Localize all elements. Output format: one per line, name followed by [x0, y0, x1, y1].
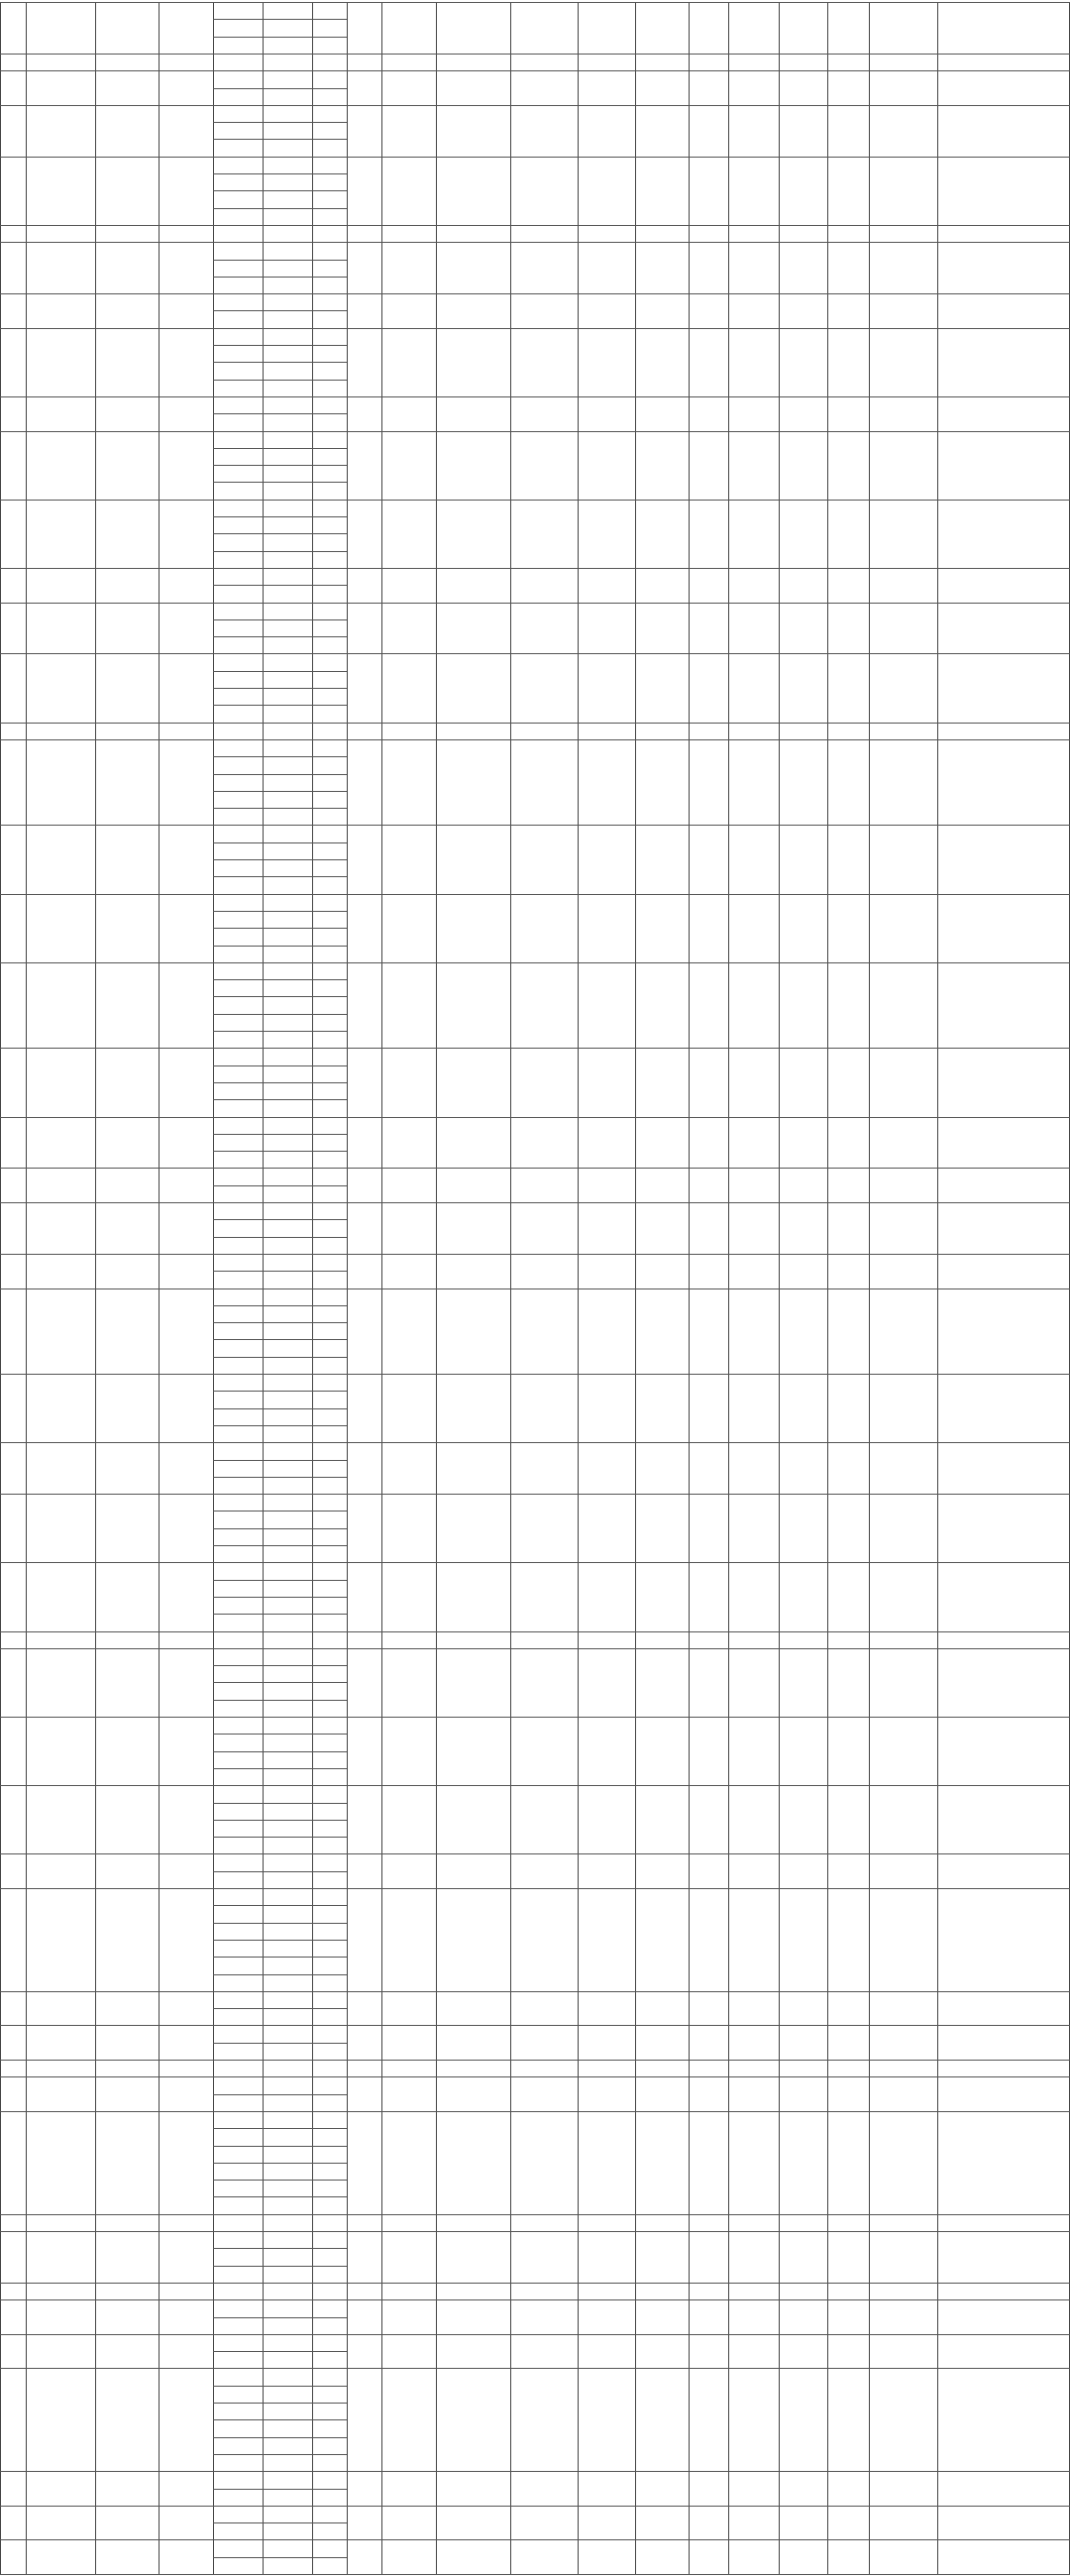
grid-line-horizontal — [0, 2231, 1070, 2232]
grid-line-horizontal — [213, 859, 347, 860]
grid-line-horizontal — [0, 568, 1070, 569]
grid-line-horizontal — [213, 2419, 347, 2420]
grid-line-horizontal — [213, 2522, 347, 2523]
grid-line-horizontal — [213, 2008, 347, 2009]
grid-line-horizontal — [213, 2351, 347, 2352]
grid-line-horizontal — [0, 242, 1070, 243]
grid-line-horizontal — [213, 1837, 347, 1838]
grid-line-horizontal — [0, 2111, 1070, 2112]
grid-line-horizontal — [213, 1031, 347, 1032]
grid-line-horizontal — [213, 774, 347, 775]
grid-line-horizontal — [0, 2334, 1070, 2335]
grid-line-horizontal — [213, 2248, 347, 2249]
grid-line-horizontal — [213, 1425, 347, 1426]
grid-line-horizontal — [213, 1614, 347, 1615]
grid-line-horizontal — [213, 979, 347, 980]
grid-line-horizontal — [0, 157, 1070, 158]
grid-line-horizontal — [0, 2299, 1070, 2300]
grid-line-horizontal — [213, 173, 347, 174]
grid-line-horizontal — [213, 1271, 347, 1272]
grid-line-horizontal — [213, 2196, 347, 2197]
grid-line-horizontal — [0, 2471, 1070, 2472]
grid-line-horizontal — [213, 19, 347, 20]
grid-line-horizontal — [0, 1494, 1070, 1495]
grid-line-horizontal — [213, 1408, 347, 1409]
grid-line-horizontal — [0, 328, 1070, 329]
grid-line-horizontal — [213, 2489, 347, 2490]
grid-line-horizontal — [0, 1288, 1070, 1289]
grid-line-horizontal — [0, 1888, 1070, 1889]
grid-line-horizontal — [213, 551, 347, 552]
grid-line-horizontal — [0, 2368, 1070, 2369]
grid-line-horizontal — [213, 1957, 347, 1958]
grid-line-horizontal — [213, 928, 347, 929]
grid-line-horizontal — [213, 1871, 347, 1872]
grid-line-horizontal — [213, 756, 347, 757]
grid-line-horizontal — [213, 1237, 347, 1238]
grid-line-horizontal — [213, 465, 347, 466]
grid-line-horizontal — [0, 54, 1070, 55]
grid-line-horizontal — [0, 1117, 1070, 1118]
grid-line-horizontal — [0, 653, 1070, 654]
grid-line-horizontal — [0, 225, 1070, 226]
grid-line-horizontal — [213, 2180, 347, 2181]
grid-line-horizontal — [0, 1202, 1070, 1203]
grid-line-horizontal — [213, 1751, 347, 1752]
grid-line-horizontal — [213, 946, 347, 947]
grid-line-horizontal — [213, 139, 347, 140]
grid-line-horizontal — [213, 448, 347, 449]
grid-line-horizontal — [213, 705, 347, 706]
grid-line-horizontal — [213, 1734, 347, 1735]
grid-line-horizontal — [213, 88, 347, 89]
grid-line-horizontal — [0, 2214, 1070, 2215]
grid-line-horizontal — [213, 362, 347, 363]
grid-line-horizontal — [213, 1940, 347, 1941]
grid-line-horizontal — [213, 1665, 347, 1666]
grid-line-horizontal — [213, 585, 347, 586]
grid-line-horizontal — [0, 1648, 1070, 1649]
grid-line-horizontal — [213, 1185, 347, 1186]
grid-line-horizontal — [213, 2163, 347, 2164]
grid-line-horizontal — [0, 70, 1070, 71]
grid-line-horizontal — [213, 533, 347, 534]
grid-line-horizontal — [213, 1923, 347, 1924]
grid-line-horizontal — [0, 1254, 1070, 1255]
grid-line-horizontal — [213, 619, 347, 620]
grid-line-horizontal — [213, 516, 347, 517]
grid-line-horizontal — [0, 1168, 1070, 1169]
grid-line-horizontal — [0, 2574, 1070, 2575]
grid-line-horizontal — [213, 671, 347, 672]
grid-line-horizontal — [213, 380, 347, 381]
grid-line-horizontal — [213, 1768, 347, 1769]
grid-line-horizontal — [213, 2557, 347, 2558]
grid-line-horizontal — [0, 1442, 1070, 1443]
grid-line-horizontal — [0, 1853, 1070, 1854]
grid-line-horizontal — [0, 293, 1070, 294]
grid-line-horizontal — [213, 2437, 347, 2438]
grid-line-horizontal — [213, 1477, 347, 1478]
grid-line-horizontal — [213, 1820, 347, 1821]
grid-line-horizontal — [213, 2317, 347, 2318]
grid-line-horizontal — [213, 1528, 347, 1529]
grid-line-horizontal — [213, 1905, 347, 1906]
grid-line-horizontal — [0, 105, 1070, 106]
grid-line-horizontal — [213, 1391, 347, 1392]
grid-line-horizontal — [213, 1545, 347, 1546]
grid-line-horizontal — [213, 1151, 347, 1152]
grid-line-horizontal — [0, 894, 1070, 895]
grid-line-horizontal — [213, 1099, 347, 1100]
grid-line-horizontal — [0, 2283, 1070, 2284]
grid-line-horizontal — [213, 1082, 347, 1083]
grid-line-horizontal — [0, 723, 1070, 724]
grid-line-horizontal — [213, 1322, 347, 1323]
grid-line-horizontal — [213, 1339, 347, 1340]
grid-line-horizontal — [213, 1460, 347, 1461]
grid-line-horizontal — [213, 636, 347, 637]
grid-line-horizontal — [213, 1597, 347, 1598]
grid-line-horizontal — [213, 260, 347, 261]
grid-line-horizontal — [213, 122, 347, 123]
grid-line-horizontal — [213, 2266, 347, 2267]
grid-line-horizontal — [213, 310, 347, 311]
grid-line-horizontal — [213, 1700, 347, 1701]
grid-line-horizontal — [213, 1305, 347, 1306]
grid-line-horizontal — [0, 500, 1070, 501]
grid-line-horizontal — [0, 962, 1070, 963]
grid-line-horizontal — [213, 911, 347, 912]
grid-line-horizontal — [213, 482, 347, 483]
grid-line-horizontal — [213, 190, 347, 191]
grid-line-horizontal — [0, 2, 1070, 3]
grid-line-horizontal — [0, 1048, 1070, 1049]
grid-line-horizontal — [213, 1682, 347, 1683]
grid-line-horizontal — [213, 996, 347, 997]
grid-line-horizontal — [213, 2146, 347, 2147]
grid-line-horizontal — [213, 1014, 347, 1015]
grid-line-horizontal — [213, 1065, 347, 1066]
grid-line-horizontal — [213, 2386, 347, 2387]
grid-line-horizontal — [0, 431, 1070, 432]
grid-line-horizontal — [0, 739, 1070, 740]
grid-line-horizontal — [0, 1785, 1070, 1786]
grid-line-horizontal — [213, 842, 347, 843]
grid-line-horizontal — [213, 791, 347, 792]
grid-line-horizontal — [0, 603, 1070, 604]
grid-line-horizontal — [0, 396, 1070, 397]
grid-line-horizontal — [0, 1991, 1070, 1992]
grid-line-horizontal — [0, 2076, 1070, 2077]
grid-line-horizontal — [0, 825, 1070, 826]
grid-line-horizontal — [213, 37, 347, 38]
grid-line-horizontal — [213, 1511, 347, 1512]
grid-line-horizontal — [0, 1631, 1070, 1632]
grid-line-horizontal — [213, 2094, 347, 2095]
grid-line-horizontal — [213, 1357, 347, 1358]
grid-line-horizontal — [213, 208, 347, 209]
grid-line-horizontal — [213, 1580, 347, 1581]
grid-line-horizontal — [213, 808, 347, 809]
grid-line-horizontal — [0, 2506, 1070, 2507]
grid-line-horizontal — [0, 1374, 1070, 1375]
grid-line-horizontal — [213, 1803, 347, 1804]
grid-line-horizontal — [213, 1134, 347, 1135]
grid-line-horizontal — [213, 345, 347, 346]
grid-line-horizontal — [213, 413, 347, 414]
grid-line-horizontal — [213, 2128, 347, 2129]
grid-line-horizontal — [213, 277, 347, 278]
grid-line-horizontal — [213, 2403, 347, 2404]
grid-line-horizontal — [213, 688, 347, 689]
grid-line-horizontal — [0, 2060, 1070, 2061]
grid-line-horizontal — [0, 1717, 1070, 1718]
grid-line-horizontal — [0, 2025, 1070, 2026]
grid-line-horizontal — [213, 2454, 347, 2455]
grid-line-horizontal — [0, 2539, 1070, 2540]
grid-line-horizontal — [213, 876, 347, 877]
grid-line-horizontal — [213, 1974, 347, 1975]
grid-line-horizontal — [0, 1562, 1070, 1563]
grid-line-horizontal — [213, 2043, 347, 2044]
grid-line-horizontal — [213, 1219, 347, 1220]
